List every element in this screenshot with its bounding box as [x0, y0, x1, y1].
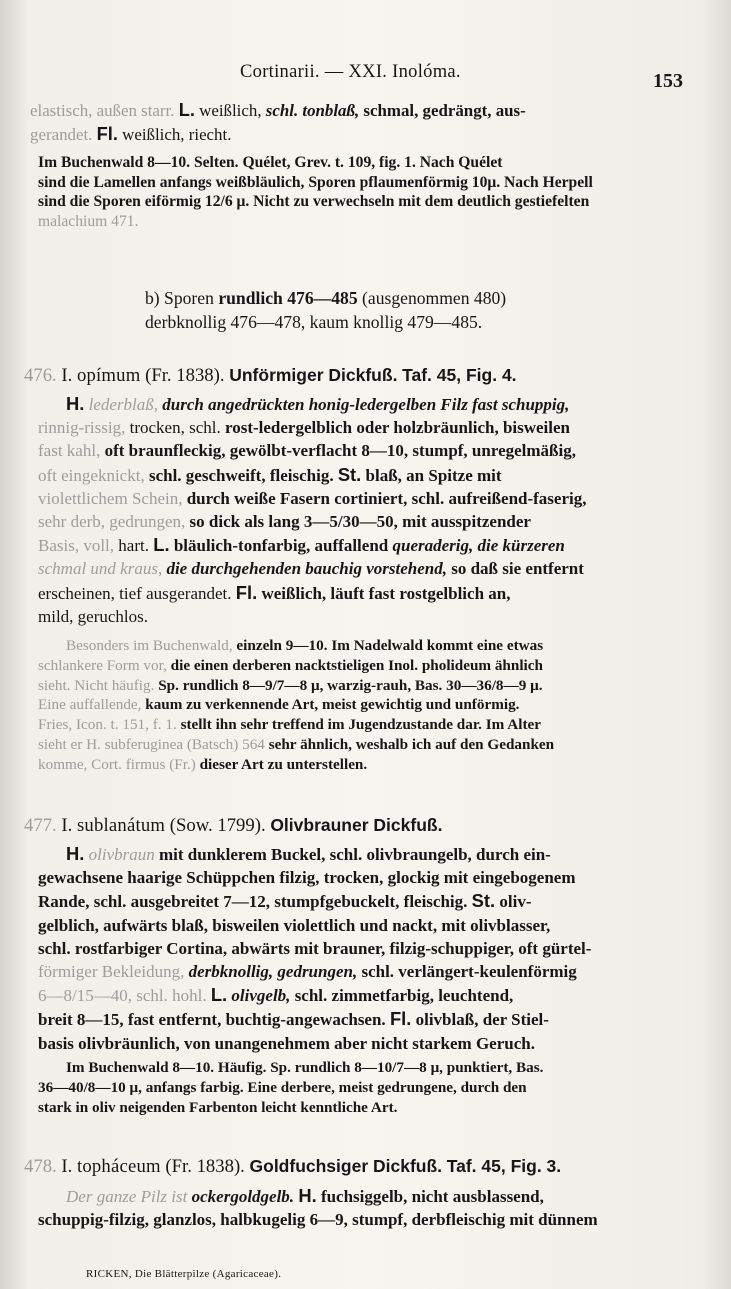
text-segment: rost-ledergelblich oder holzbräunlich, bisweilen	[224, 418, 571, 438]
note-line: sind die Sporen eiförmig 12/6 μ. Nicht zu verwechseln mit dem deutlich gestiefelten	[38, 193, 590, 211]
entry-heading-476	[24, 365, 517, 387]
text-segment: lederblaß,	[88, 395, 159, 414]
text-segment: schlankere Form vor,	[38, 656, 167, 674]
plate-reference: Taf. 45, Fig. 4.	[402, 365, 517, 385]
text-segment: Fries, Icon. t. 151, f. 1.	[38, 716, 177, 734]
text-segment: kaum zu verkennende Art, meist gewichtig und unförmig.	[145, 696, 520, 714]
key-abbrev: Fl.	[389, 1008, 412, 1030]
key-abbrev: H.	[298, 1185, 317, 1206]
entry-common-name: Goldfuchsiger Dickfuß.	[249, 1156, 443, 1176]
note-line	[38, 735, 702, 755]
note-line: sind die Lamellen anfangs weißbläulich, Sporen pflaumenförmig 10μ. Nach Herpell	[38, 173, 593, 191]
text-segment: Sp. rundlich 8—9/7—8 μ, warzig-rauh, Bas. 30—36/8—9 μ.	[158, 676, 543, 694]
text-line	[30, 98, 702, 122]
text-line	[38, 581, 702, 605]
entry-common-name: Olivbrauner Dickfuß.	[270, 815, 443, 835]
text-segment: erscheinen, tief ausgerandet.	[38, 583, 232, 603]
text-segment: Basis, voll,	[38, 536, 115, 556]
text-segment: oft eingeknickt,	[38, 465, 145, 485]
emphasis-text: ockergoldgelb.	[191, 1187, 295, 1206]
text-segment: blaß, an Spitze mit	[365, 465, 502, 485]
text-line	[38, 463, 702, 487]
text-line	[145, 287, 705, 311]
previous-entry-continuation	[30, 98, 702, 146]
note-line	[38, 715, 702, 735]
entry-description-478	[38, 1184, 702, 1231]
key-abbrev: L.	[153, 534, 170, 556]
text-line	[38, 557, 702, 580]
text-segment: sehr derb, gedrungen,	[38, 512, 186, 532]
text-segment: violettlichem Schein,	[38, 488, 183, 508]
text-segment: weißlich,	[199, 101, 262, 120]
emphasis-text: schl. tonblaß,	[265, 101, 360, 120]
text-line	[38, 1184, 702, 1208]
text-line	[38, 510, 702, 533]
text-segment: trocken, schl.	[129, 418, 221, 438]
entry-heading-478	[24, 1156, 561, 1178]
entry-author: (Fr. 1838).	[165, 1156, 245, 1177]
text-segment: Rande, schl. ausgebreitet 7—12, stumpfgebuckelt, fleischig.	[38, 892, 468, 912]
text-line	[38, 1007, 702, 1031]
text-segment: schl. zimmetfarbig, leuchtend,	[294, 986, 514, 1006]
text-segment: sehr ähnlich, weshalb ich auf den Gedanken	[268, 735, 555, 753]
previous-entry-notes	[38, 153, 702, 232]
key-abbrev: St.	[471, 890, 496, 912]
text-segment: so dick als lang 3—5/30—50, mit ausspitzender	[189, 512, 531, 532]
entry-description-476	[38, 392, 702, 628]
note-line: stark in oliv neigenden Farbenton leicht kenntliche Art.	[38, 1098, 398, 1116]
entry-species: opímum	[76, 365, 141, 386]
entry-notes-477	[38, 1058, 702, 1117]
text-line: mild, geruchlos.	[38, 606, 149, 626]
emphasis-text: die durchgehenden bauchig vorstehend,	[166, 559, 447, 579]
entry-common-name: Unförmiger Dickfuß.	[229, 365, 398, 385]
text-line	[30, 122, 702, 146]
text-segment: oliv-	[499, 892, 532, 912]
text-segment: fuchsiggelb, nicht ausblassend,	[320, 1187, 544, 1206]
text-segment: schmal, gedrängt, aus-	[363, 101, 526, 120]
page-number: 153	[653, 70, 683, 92]
text-segment: 6—8/15—40, schl. hohl.	[38, 986, 207, 1006]
text-line	[38, 889, 702, 913]
text-segment: dieser Art zu unterstellen.	[199, 755, 368, 773]
text-line	[38, 487, 702, 510]
text-segment: fast kahl,	[38, 441, 101, 461]
text-segment: schl. verlängert-keulenförmig	[361, 962, 577, 982]
text-segment: schmal und kraus,	[38, 559, 163, 579]
entry-author: (Fr. 1838).	[145, 365, 225, 386]
entry-description-477	[38, 842, 702, 1055]
entry-heading-477	[24, 815, 442, 837]
text-line	[38, 533, 702, 557]
note-line: 36—40/8—10 μ, anfangs farbig. Eine derbere, meist gedrungene, durch den	[38, 1078, 527, 1096]
text-segment: die einen derberen nacktstieligen Inol. pholideum ähnlich	[170, 656, 543, 674]
note-line: Im Buchenwald 8—10. Selten. Quélet, Grev. t. 109, fig. 1. Nach Quélet	[38, 154, 503, 171]
emphasis-text: queraderig, die kürzeren	[392, 536, 565, 556]
key-abbrev: L.	[210, 984, 228, 1006]
text-segment: oft braunfleckig, gewölbt-verflacht 8—10, stumpf, unregelmäßig,	[104, 441, 576, 461]
note-line	[38, 656, 702, 676]
text-segment: weißlich, läuft fast rostgelblich an,	[261, 583, 511, 603]
entry-species: sublanátum	[76, 815, 166, 836]
text-segment: komme, Cort. firmus (Fr.)	[38, 755, 196, 773]
entry-genus: I.	[61, 815, 73, 836]
text-line: basis olivbräunlich, von unangenehmem aber nicht starkem Geruch.	[38, 1033, 535, 1053]
key-abbrev: Fl.	[96, 123, 118, 145]
footer-text: RICKEN, Die Blätterpilze (Agaricaceae).	[86, 1268, 282, 1280]
text-segment: rinnig-rissig,	[38, 418, 126, 438]
text-segment: durch weiße Fasern cortiniert, schl. aufreißend-faserig,	[186, 488, 587, 508]
text-segment: elastisch, außen starr.	[30, 101, 175, 120]
note-line	[38, 636, 702, 656]
text-segment: einzeln 9—10. Im Nadelwald kommt eine etwas	[236, 637, 544, 654]
entry-notes-476	[38, 636, 702, 775]
key-abbrev: St.	[337, 463, 362, 485]
text-line	[38, 842, 702, 866]
entry-number: 478.	[24, 1156, 57, 1177]
emphasis-text: derbknollig, gedrungen,	[188, 962, 358, 982]
text-segment: (ausgenommen 480)	[362, 288, 507, 308]
text-segment: förmiger Bekleidung,	[38, 962, 185, 982]
text-segment: olivblaß, der Stiel-	[415, 1010, 549, 1030]
running-head: Cortinarii. — XXI. Inolóma.	[240, 62, 461, 82]
plate-reference: Taf. 45, Fig. 3.	[446, 1156, 562, 1176]
text-segment: so daß sie entfernt	[451, 559, 584, 579]
text-segment: schl. geschweift, fleischig.	[148, 465, 334, 485]
emphasis-text: olivgelb,	[231, 986, 291, 1006]
text-line: schl. rostfarbiger Cortina, abwärts mit brauner, filzig-schuppiger, oft gürtel-	[38, 938, 592, 958]
text-segment: sieht. Nicht häufig.	[38, 676, 155, 694]
entry-genus: I.	[61, 1156, 73, 1177]
key-abbrev: H.	[66, 843, 85, 864]
text-line	[38, 392, 702, 416]
entry-number: 476.	[24, 365, 57, 386]
page-footer	[86, 1268, 281, 1280]
emphasis-text: durch angedrückten honig-ledergelben Filz fast schuppig,	[162, 395, 570, 414]
note-line	[38, 695, 702, 715]
text-segment: Besonders im Buchenwald,	[66, 637, 233, 654]
text-segment: rundlich 476—485	[218, 288, 358, 308]
text-line: derbknollig 476—478, kaum knollig 479—485.	[145, 311, 483, 332]
entry-species: topháceum	[76, 1156, 161, 1177]
entry-author: (Sow. 1799).	[169, 815, 266, 836]
text-segment: mit dunklerem Buckel, schl. olivbraungelb, durch ein-	[158, 845, 551, 864]
entry-number: 477.	[24, 815, 57, 836]
key-abbrev: H.	[66, 393, 85, 414]
text-segment: hart.	[118, 536, 149, 556]
text-segment: weißlich, riecht.	[122, 125, 232, 145]
page-header	[0, 58, 731, 92]
text-segment: breit 8—15, fast entfernt, buchtig-angewachsen.	[38, 1010, 386, 1030]
text-segment: bläulich-tonfarbig, auffallend	[173, 536, 389, 556]
text-segment: b) Sporen	[145, 288, 214, 308]
text-line	[38, 416, 702, 439]
key-abbrev: L.	[178, 99, 195, 120]
text-segment: stellt ihn sehr treffend im Jugendzustande dar. Im Alter	[180, 716, 542, 734]
text-line	[38, 960, 702, 983]
text-line	[38, 983, 702, 1007]
text-line: gewachsene haarige Schüppchen filzig, trocken, glockig mit eingebogenem	[38, 868, 576, 888]
text-segment: gerandet.	[30, 125, 93, 145]
text-segment: Eine auffallende,	[38, 696, 142, 714]
text-line: gelblich, aufwärts blaß, bisweilen violettlich und nackt, mit olivblasser,	[38, 915, 551, 935]
section-heading-b	[145, 287, 705, 334]
note-line: malachium 471.	[38, 213, 139, 231]
note-line	[38, 755, 702, 775]
text-segment: sieht er H. subferuginea (Batsch) 564	[38, 735, 265, 753]
note-line: Im Buchenwald 8—10. Häufig. Sp. rundlich 8—10/7—8 μ, punktiert, Bas.	[66, 1059, 544, 1076]
entry-genus: I.	[61, 365, 73, 386]
note-line	[38, 676, 702, 696]
key-abbrev: Fl.	[235, 581, 258, 603]
text-line	[38, 439, 702, 462]
text-segment: olivbraun	[88, 845, 155, 864]
text-segment: Der ganze Pilz ist	[66, 1187, 188, 1206]
text-line: schuppig-filzig, glanzlos, halbkugelig 6—9, stumpf, derbfleischig mit dünnem	[38, 1210, 598, 1230]
